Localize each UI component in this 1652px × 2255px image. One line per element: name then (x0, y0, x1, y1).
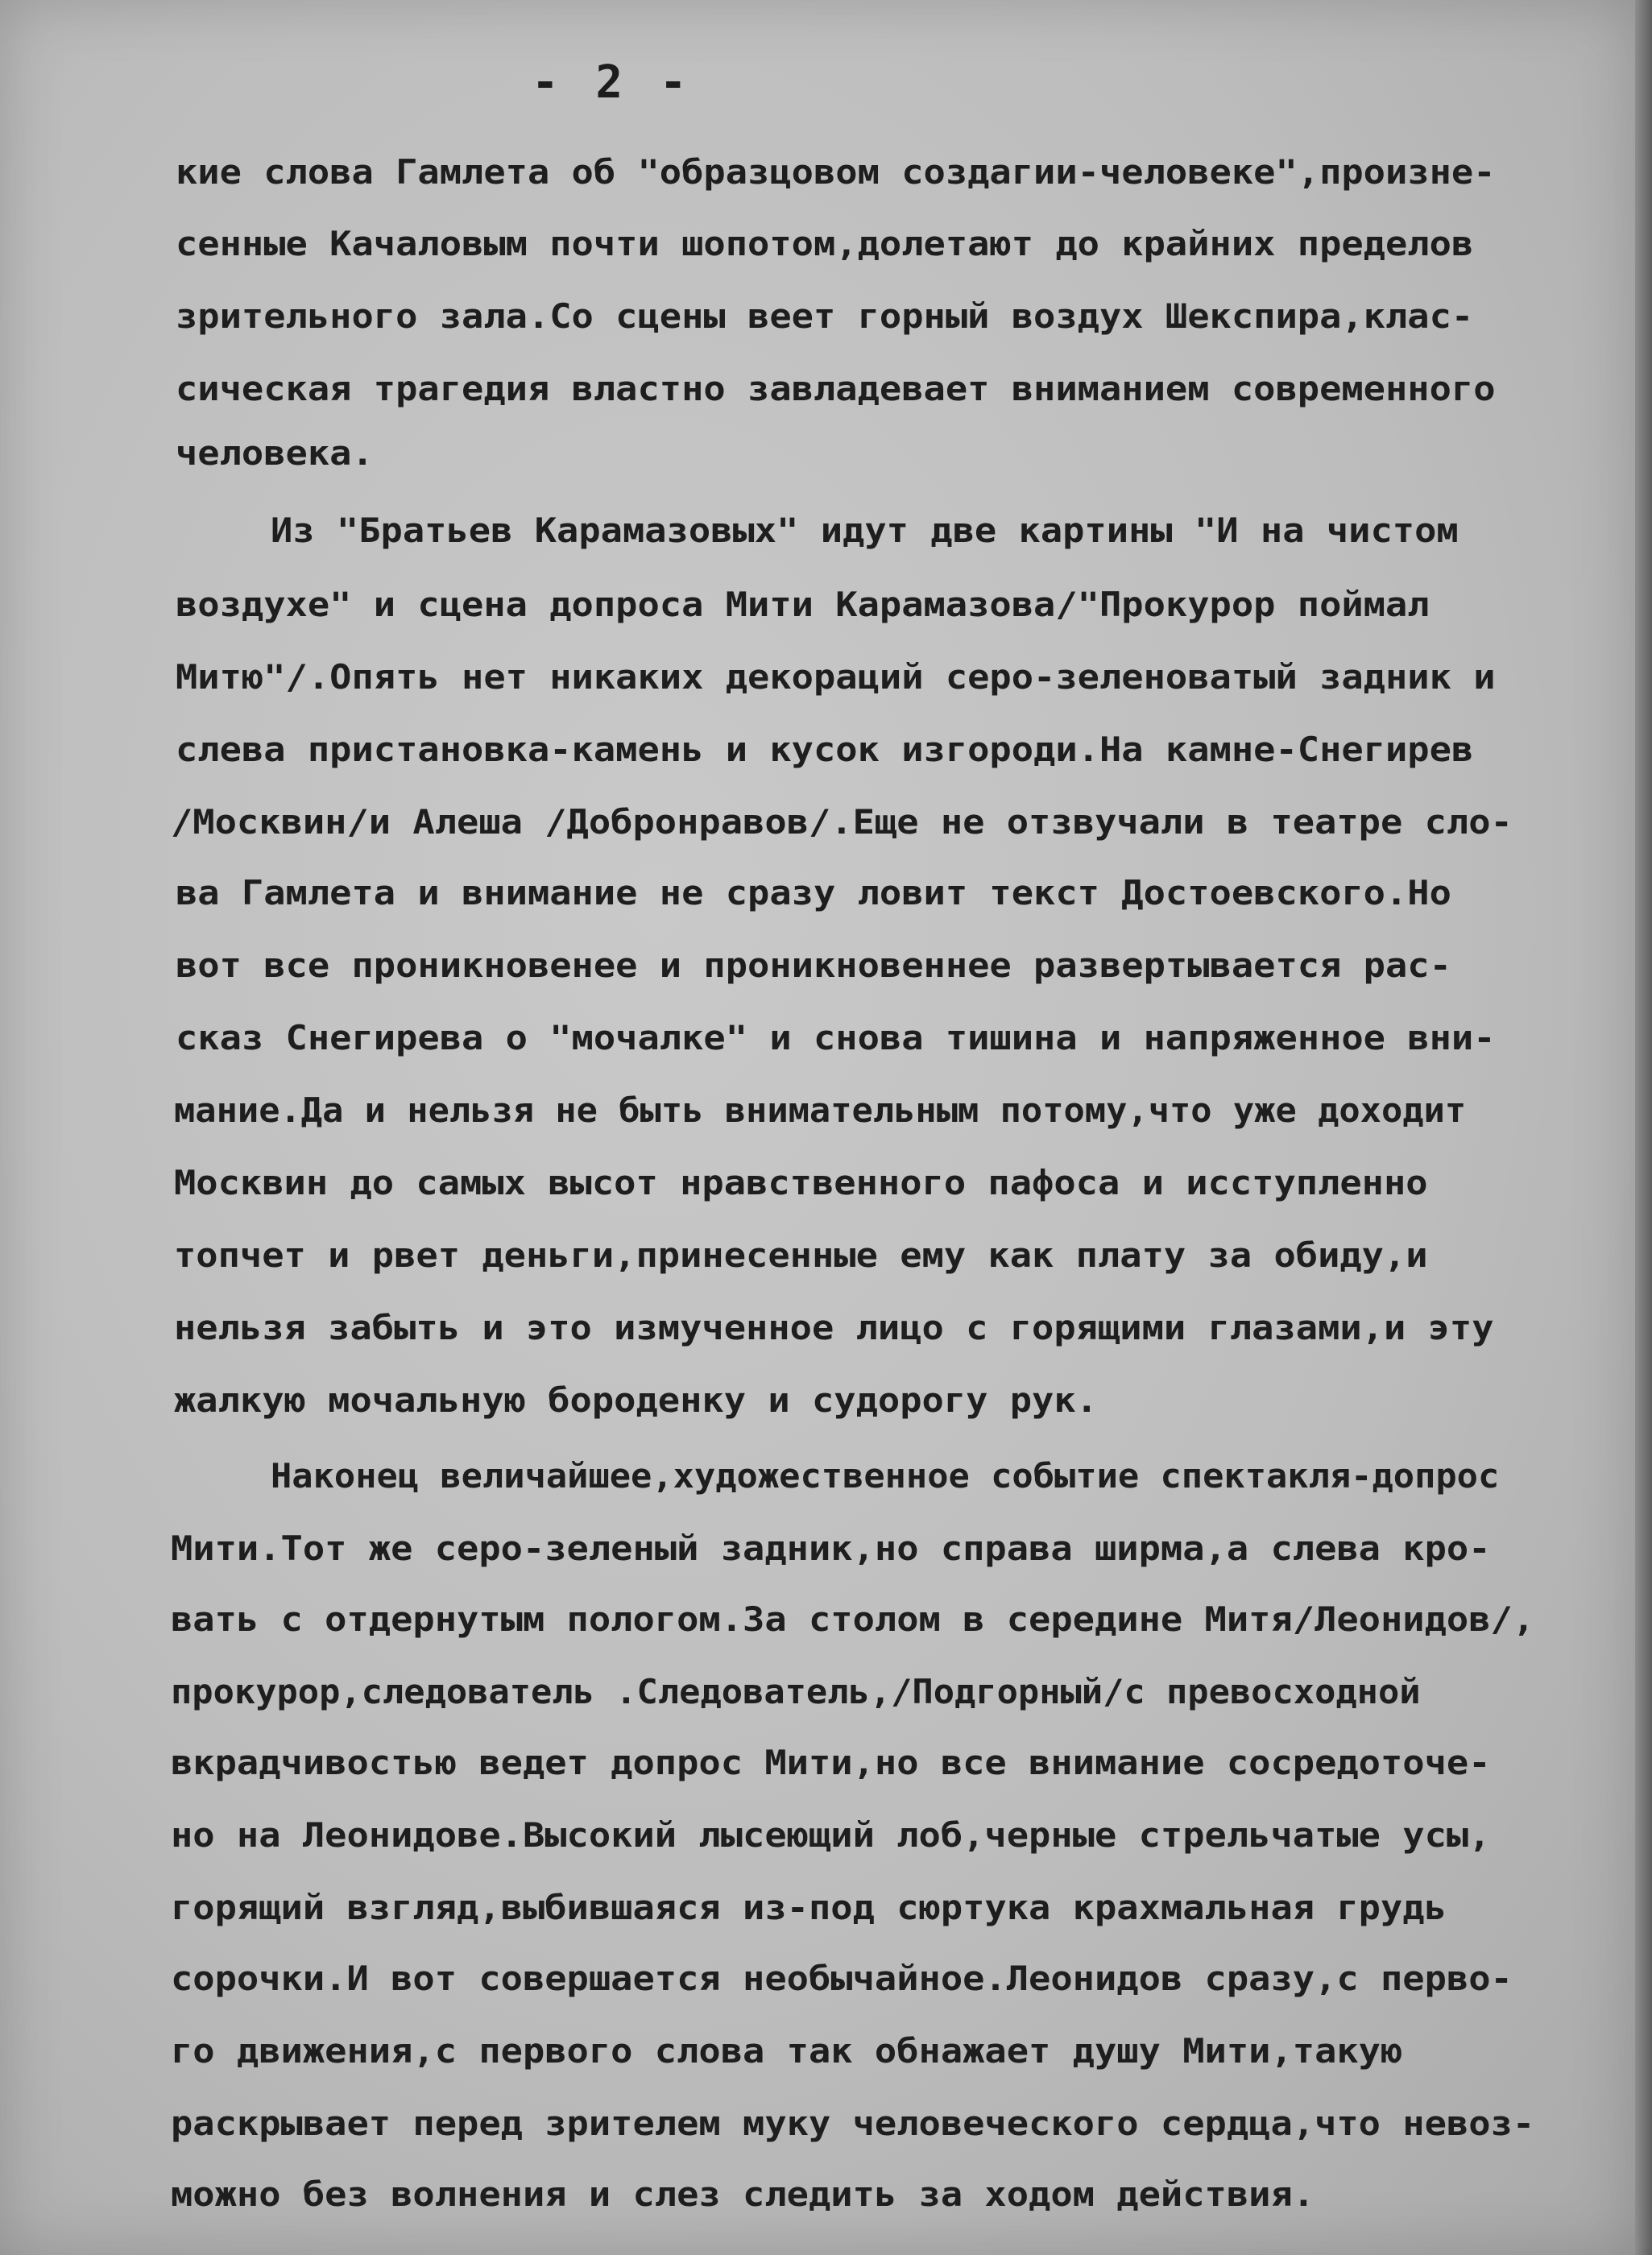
page-edge-shadow (1635, 0, 1652, 2255)
text-line: Наконец величайшее,художественное событие спектакля-допрос (271, 1456, 1500, 1496)
text-line: вать с отдернутым пологом.За столом в середине Митя/Леонидов/, (171, 1599, 1535, 1639)
text-line: сическая трагедия властно завладевает вниманием современного (176, 369, 1496, 408)
text-line: топчет и рвет деньги,принесенные ему как плату за обиду,и (174, 1235, 1428, 1275)
text-line: Мити.Тот же серо-зеленый задник,но справа ширма,а слева кро- (171, 1529, 1491, 1568)
text-line: прокурор,следователь .Следователь,/Подгорный/с превосходной (171, 1672, 1421, 1711)
text-line: зрительного зала.Со сцены веет горный воздух Шекспира,клас- (176, 296, 1474, 336)
text-line: Митю"/.Опять нет никаких декораций серо-зеленоватый задник и (176, 657, 1496, 697)
text-line: но на Леонидове.Высокий лысеющий лоб,черные стрельчатые усы, (171, 1815, 1491, 1855)
text-line: мание.Да и нельзя не быть внимательным потому,что уже доходит (174, 1090, 1467, 1130)
text-line: раскрывает перед зрителем муку человеческого сердца,что невоз- (171, 2104, 1535, 2143)
text-line: /Москвин/и Алеша /Добронравов/.Еще не отзвучали в театре сло- (171, 802, 1513, 842)
text-line: слева пристановка-камень и кусок изгороди.На камне-Снегирев (176, 730, 1474, 769)
text-line: кие слова Гамлета об "образцовом создагии-человеке",произне- (176, 152, 1496, 192)
text-line: вкрадчивостью ведет допрос Мити,но все внимание сосредоточе- (171, 1743, 1491, 1782)
text-line: воздухе" и сцена допроса Мити Карамазова/"Прокурор поймал (176, 585, 1430, 624)
text-line: сорочки.И вот совершается необычайное.Леонидов сразу,с перво- (171, 1959, 1513, 1998)
text-line: вот все проникновенее и проникновеннее развертывается рас- (176, 945, 1451, 985)
text-line: сказ Снегирева о "мочалке" и снова тишина и напряженное вни- (176, 1018, 1496, 1057)
text-line: человека. (176, 433, 374, 473)
text-line: Из "Братьев Карамазовых" идут две картины "И на чистом (271, 511, 1459, 550)
text-line: горящий взгляд,выбившаяся из-под сюртука крахмальная грудь (171, 1888, 1447, 1927)
text-line: жалкую мочальную бороденку и судорогу рук. (174, 1380, 1098, 1420)
text-line: ва Гамлета и внимание не сразу ловит текст Достоевского.Но (176, 873, 1451, 912)
text-line: Москвин до самых высот нравственного пафоса и исступленно (174, 1163, 1428, 1202)
page-number: - 2 - (532, 56, 692, 109)
text-line: го движения,с первого слова так обнажает душу Мити,такую (171, 2031, 1403, 2071)
text-line: можно без волнения и слез следить за ходом действия. (171, 2174, 1315, 2214)
text-line: нельзя забыть и это измученное лицо с горящими глазами,и эту (174, 1308, 1494, 1347)
text-line: сенные Качаловым почти шопотом,долетают до крайних пределов (176, 224, 1474, 263)
